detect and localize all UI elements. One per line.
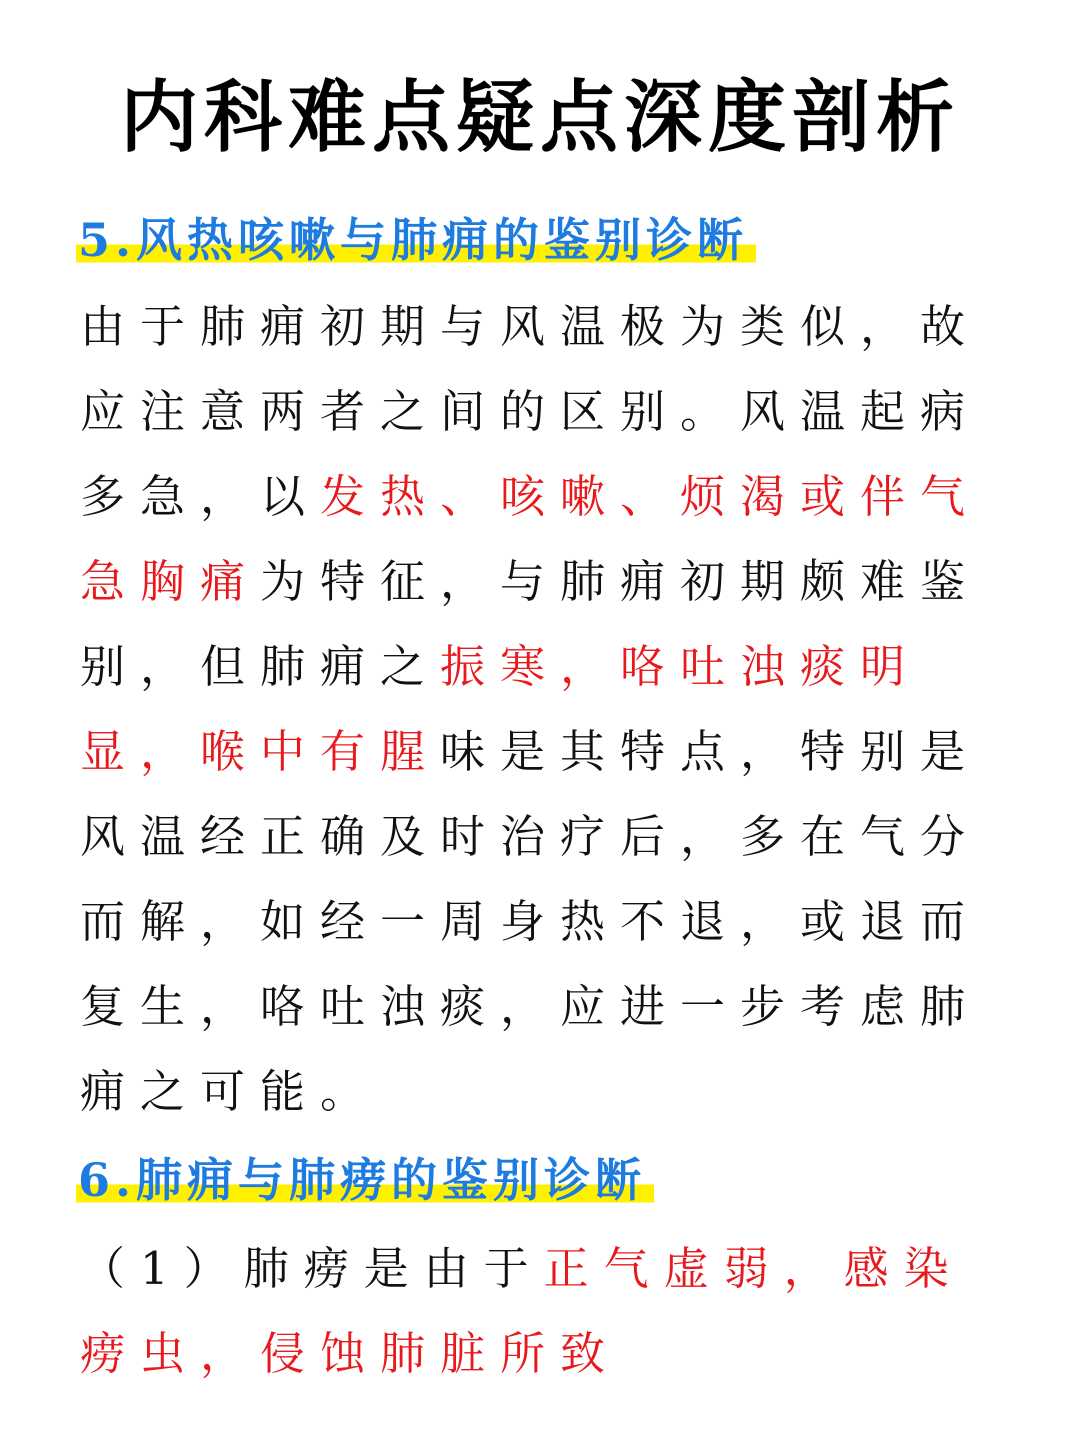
section-6-heading (76, 1150, 654, 1210)
text-segment: （1）肺痨是由于 (80, 1242, 544, 1295)
text-segment: 为特征，与肺痈初期颇难鉴别，但肺痈之 (80, 555, 981, 693)
text-segment: 味是其特点，特别是风温经正确及时治疗后，多在气分而解，如经一周身热不退，或退而复生，咯吐浊痰，应进一步考虑肺痈之可能。 (80, 725, 981, 1118)
emphasis-text-segment: 振寒，咯吐浊痰明显，喉中有腥 (80, 640, 921, 778)
section-5-heading (76, 210, 756, 270)
section-6-heading-text: 6.肺痈与肺痨的鉴别诊断 (76, 1153, 654, 1207)
text-segment: 由于肺痈初期与风温极为类似，故应注意两者之间的区别。风温起病多急，以 (80, 300, 981, 523)
page-title: 内科难点疑点深度剖析 (119, 73, 960, 163)
emphasis-text-segment: 正气虚弱，感染痨虫，侵蚀肺脏所致 (80, 1242, 964, 1380)
section-5-heading-text: 5.风热咳嗽与肺痈的鉴别诊断 (76, 213, 756, 267)
section-5-paragraph (80, 284, 1020, 1134)
section-6-paragraph (80, 1226, 1020, 1396)
emphasis-text-segment: 发热、咳嗽、烦渴或伴气急胸痛 (80, 470, 981, 608)
